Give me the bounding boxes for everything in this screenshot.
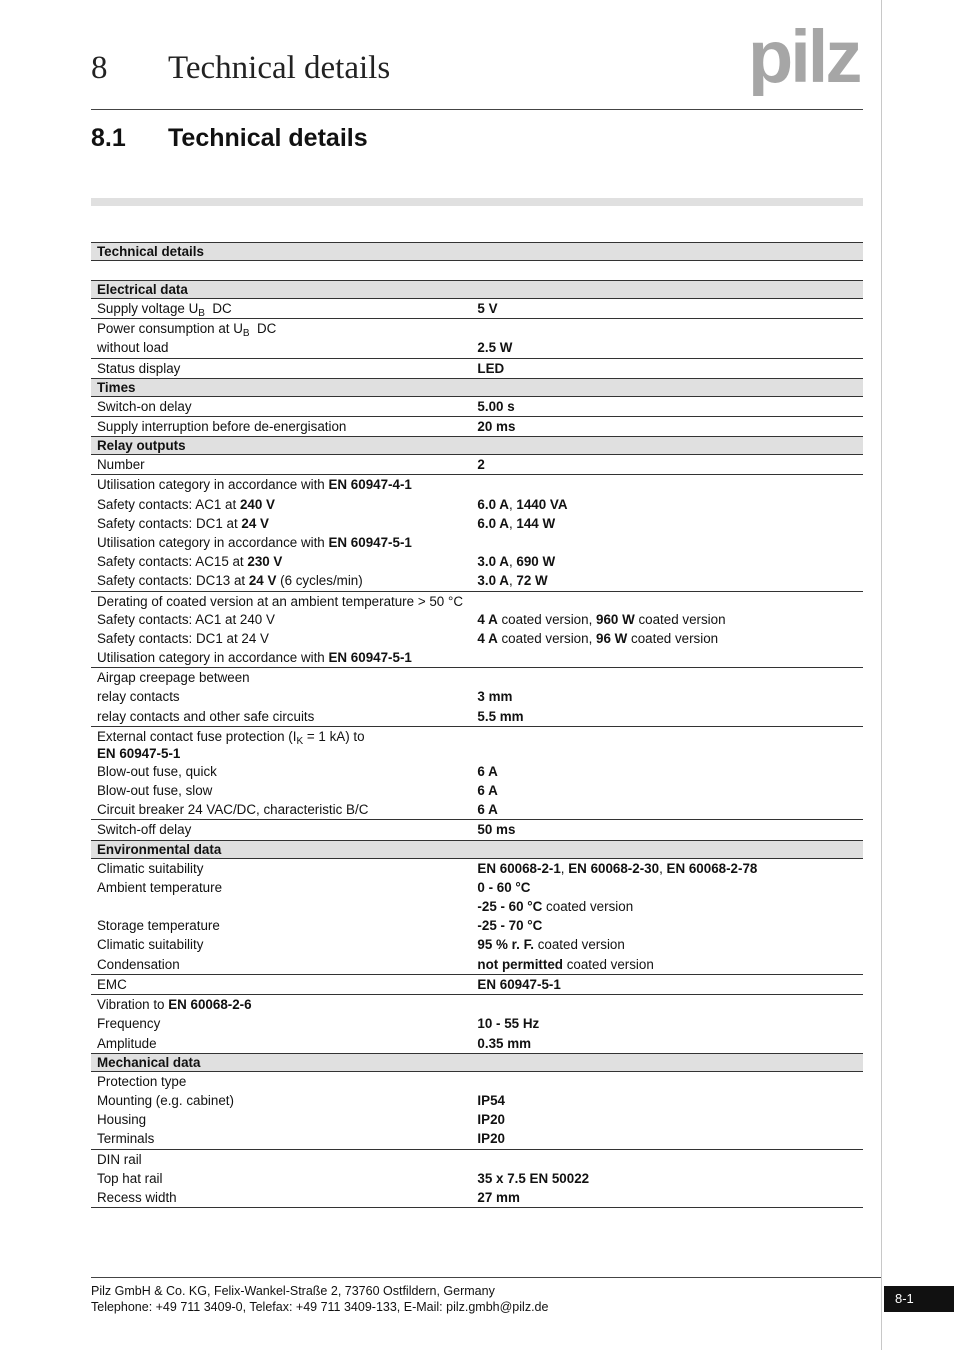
- table-row: Safety contacts: AC15 at 230 V 3.0 A, 690 W: [97, 554, 556, 570]
- section-title: Technical details: [168, 124, 368, 152]
- section-divider-bar: [91, 198, 863, 206]
- table-row: Safety contacts: AC1 at 240 V 4 A coated version, 960 W coated version: [97, 611, 726, 627]
- table-row: Power consumption at $U_B$ DC: [91, 319, 863, 339]
- footer: [91, 1283, 548, 1315]
- table-row: Housing IP20: [97, 1112, 505, 1128]
- table-row: Vibration to EN 60068-2-6: [91, 995, 863, 1015]
- section-number: 8.1: [91, 124, 126, 152]
- table-row: Safety contacts: DC1 at 24 V 4 A coated version, 96 W coated version: [97, 630, 719, 646]
- table-row: Terminals IP20: [97, 1131, 505, 1147]
- table-row: Storage temperature -25 - 70 °C: [97, 918, 543, 934]
- table-row: Derating of coated version at an ambient temperature > 50 °C: [91, 591, 863, 610]
- table-row: Utilisation category in accordance with EN 60947-4-1: [91, 475, 863, 495]
- table-row: External contact fuse protection ($I_K = 1$ kA) to EN 60947-5-1: [91, 726, 863, 762]
- chapter-title: Technical details: [168, 50, 391, 86]
- footer-contact: Telephone: +49 711 3409-0, Telefax: +49 711 3409-133, E-Mail: pilz.gmbh@pilz.de: [91, 1300, 549, 1314]
- table-row: Utilisation category in accordance with EN 60947-5-1: [97, 650, 412, 666]
- chapter-number: 8: [91, 50, 108, 86]
- group-header-electrical: Electrical data: [91, 281, 863, 299]
- table-row: -25 - 60 °C coated version: [477, 899, 634, 915]
- table-row: Circuit breaker 24 VAC/DC, characteristic B/C 6 A: [97, 802, 498, 818]
- group-header-times: Times: [91, 378, 863, 396]
- table-row: Climatic suitability EN 60068-2-1, EN 60068-2-30, EN 60068-2-78: [97, 860, 758, 876]
- table-row: Condensation not permitted coated version: [97, 956, 654, 972]
- table-row: Climatic suitability 95 % r. F. coated version: [97, 937, 625, 953]
- table-header-row: [91, 243, 863, 261]
- table-row: Safety contacts: DC13 at 24 V (6 cycles/min) 3.0 A, 72 W: [97, 573, 548, 589]
- table-row: Number 2: [97, 457, 485, 473]
- group-header-relay: Relay outputs: [91, 437, 863, 455]
- table-row: Recess width 27 mm: [91, 1188, 863, 1208]
- table-row: Top hat rail 35 x 7.5 EN 50022: [97, 1170, 590, 1186]
- table-row: Blow-out fuse, slow 6 A: [97, 783, 498, 799]
- table-row: Supply voltage $U_B$ DC 5 V: [97, 301, 498, 319]
- table-row: Amplitude 0.35 mm: [97, 1035, 532, 1051]
- page-edge-rule: [881, 0, 882, 1350]
- table-row: Mounting (e.g. cabinet) IP54: [97, 1092, 505, 1108]
- table-row: Switch-off delay 50 ms: [91, 820, 863, 840]
- table-row: Frequency 10 - 55 Hz: [97, 1016, 540, 1032]
- table-row: Airgap creepage between: [91, 668, 863, 688]
- table-row: DIN rail: [91, 1149, 863, 1169]
- chapter-heading: [91, 50, 390, 87]
- table-row: Supply interruption before de-energisation 20 ms: [91, 417, 863, 437]
- section-heading: [91, 124, 368, 153]
- table-row: Blow-out fuse, quick 6 A: [97, 763, 498, 779]
- table-row: relay contacts 3 mm: [97, 689, 513, 705]
- footer-rule: [91, 1277, 881, 1278]
- technical-details-table: [91, 242, 863, 1208]
- table-row: Protection type: [97, 1073, 187, 1089]
- table-row: Safety contacts: DC1 at 24 V 6.0 A, 144 W: [97, 515, 556, 531]
- table-row: relay contacts and other safe circuits 5.5 mm: [97, 708, 524, 724]
- table-row: Safety contacts: AC1 at 240 V 6.0 A, 1440 VA: [97, 496, 568, 512]
- table-row: Utilisation category in accordance with EN 60947-5-1: [97, 535, 412, 551]
- group-header-environmental: Environmental data: [91, 840, 863, 858]
- group-header-mechanical: Mechanical data: [91, 1053, 863, 1071]
- table-row: Switch-on delay 5.00 s: [97, 398, 515, 414]
- table-row: Status display LED: [91, 358, 863, 378]
- footer-address: Pilz GmbH & Co. KG, Felix-Wankel-Straße 2, 73760 Ostfildern, Germany: [91, 1284, 495, 1298]
- pilz-logo: [746, 24, 866, 96]
- table-row: Ambient temperature 0 - 60 °C: [97, 879, 531, 895]
- svg-text:pilz: pilz: [748, 24, 860, 96]
- table-row: without load 2.5 W: [97, 340, 513, 356]
- table-title: Technical details: [91, 243, 471, 261]
- table-row: EMC EN 60947-5-1: [91, 974, 863, 994]
- header-rule: [91, 109, 863, 110]
- page-number: 8-1: [884, 1286, 954, 1312]
